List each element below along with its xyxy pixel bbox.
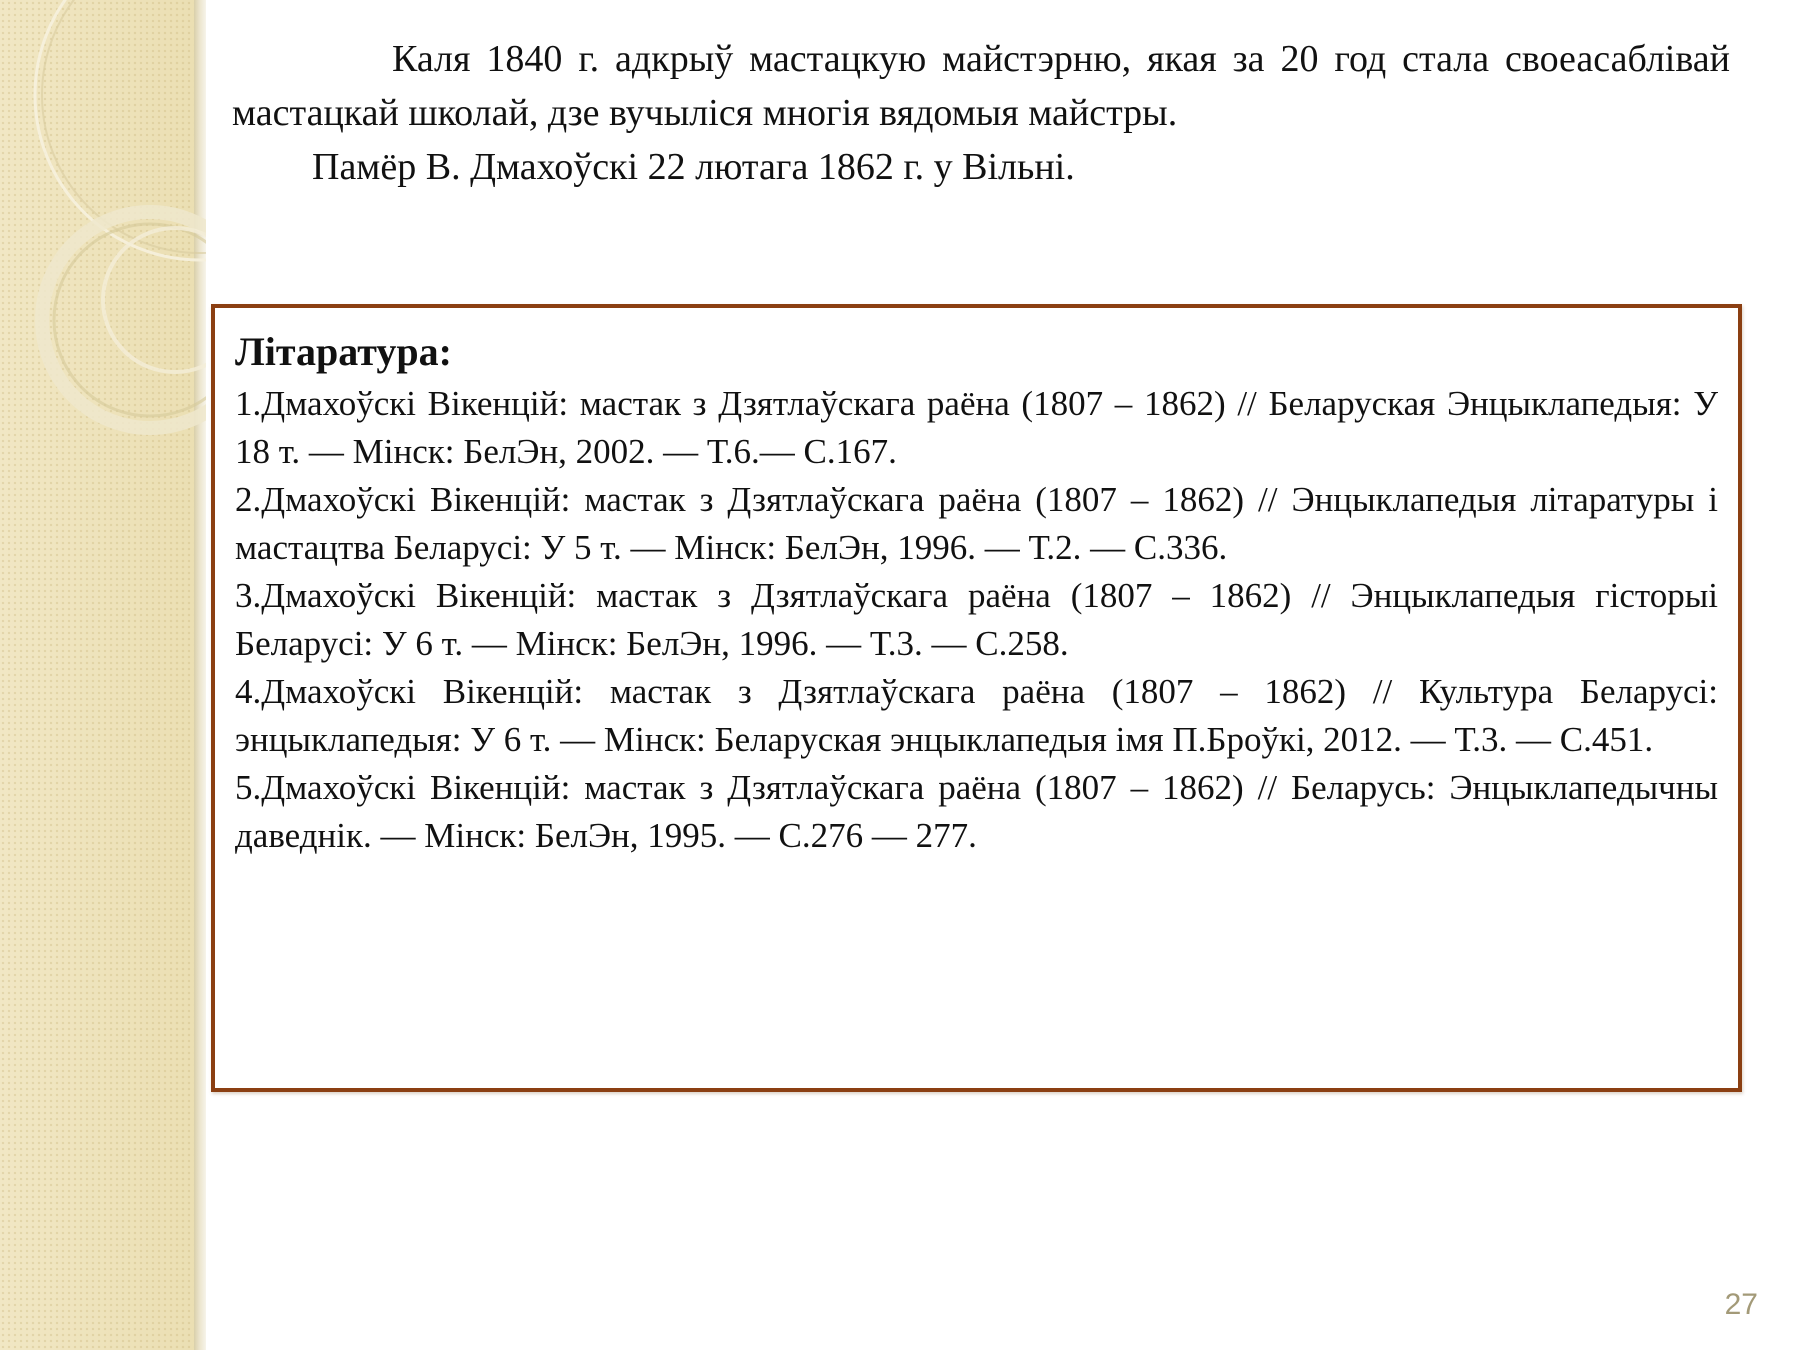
intro-paragraph-2: Памёр В. Дмахоўскі 22 лютага 1862 г. у Вільні.	[312, 146, 1075, 188]
decorative-rings	[0, 0, 206, 520]
literature-item-3: 3.Дмахоўскі Вікенцій: мастак з Дзятлаўскага раёна (1807 – 1862) // Энцыклапедыя гісторыі Беларусі: У 6 т. — Мінск: БелЭн, 1996. — Т.3. — С.258.	[235, 576, 1718, 663]
literature-list	[235, 380, 1718, 860]
decorative-ring-medium	[42, 212, 206, 428]
literature-item-5: 5.Дмахоўскі Вікенцій: мастак з Дзятлаўскага раёна (1807 – 1862) // Беларусь: Энцыклапедычны даведнік. — Мінск: БелЭн, 1995. — С.276 — 277.	[235, 768, 1718, 855]
literature-title: Літаратура:	[235, 329, 452, 374]
page-number: 27	[1724, 1288, 1758, 1321]
literature-item-1: 1.Дмахоўскі Вікенцій: мастак з Дзятлаўскага раёна (1807 – 1862) // Беларуская Энцыклапедыя: У 18 т. — Мінск: БелЭн, 2002. — Т.6.— С.167.	[235, 384, 1718, 471]
literature-item-2: 2.Дмахоўскі Вікенцій: мастак з Дзятлаўскага раёна (1807 – 1862) // Энцыклапедыя літаратуры і мастацтва Беларусі: У 5 т. — Мінск: БелЭн, 1996. — Т.2. — С.336.	[235, 480, 1718, 567]
intro-text	[232, 32, 1730, 194]
literature-item-4: 4.Дмахоўскі Вікенцій: мастак з Дзятлаўскага раёна (1807 – 1862) // Культура Беларусі: энцыклапедыя: У 6 т. — Мінск: Беларуская энцыклапедыя імя П.Броўкі, 2012. — Т.3. — С.451.	[235, 672, 1718, 759]
literature-box	[211, 304, 1742, 1092]
decorative-ring-small	[103, 228, 206, 372]
intro-paragraph-1: Каля 1840 г. адкрыў мастацкую майстэрню, якая за 20 год стала своеасаблівай мастацкай школай, дзе вучыліся многія вядомыя майстры.	[232, 38, 1730, 134]
